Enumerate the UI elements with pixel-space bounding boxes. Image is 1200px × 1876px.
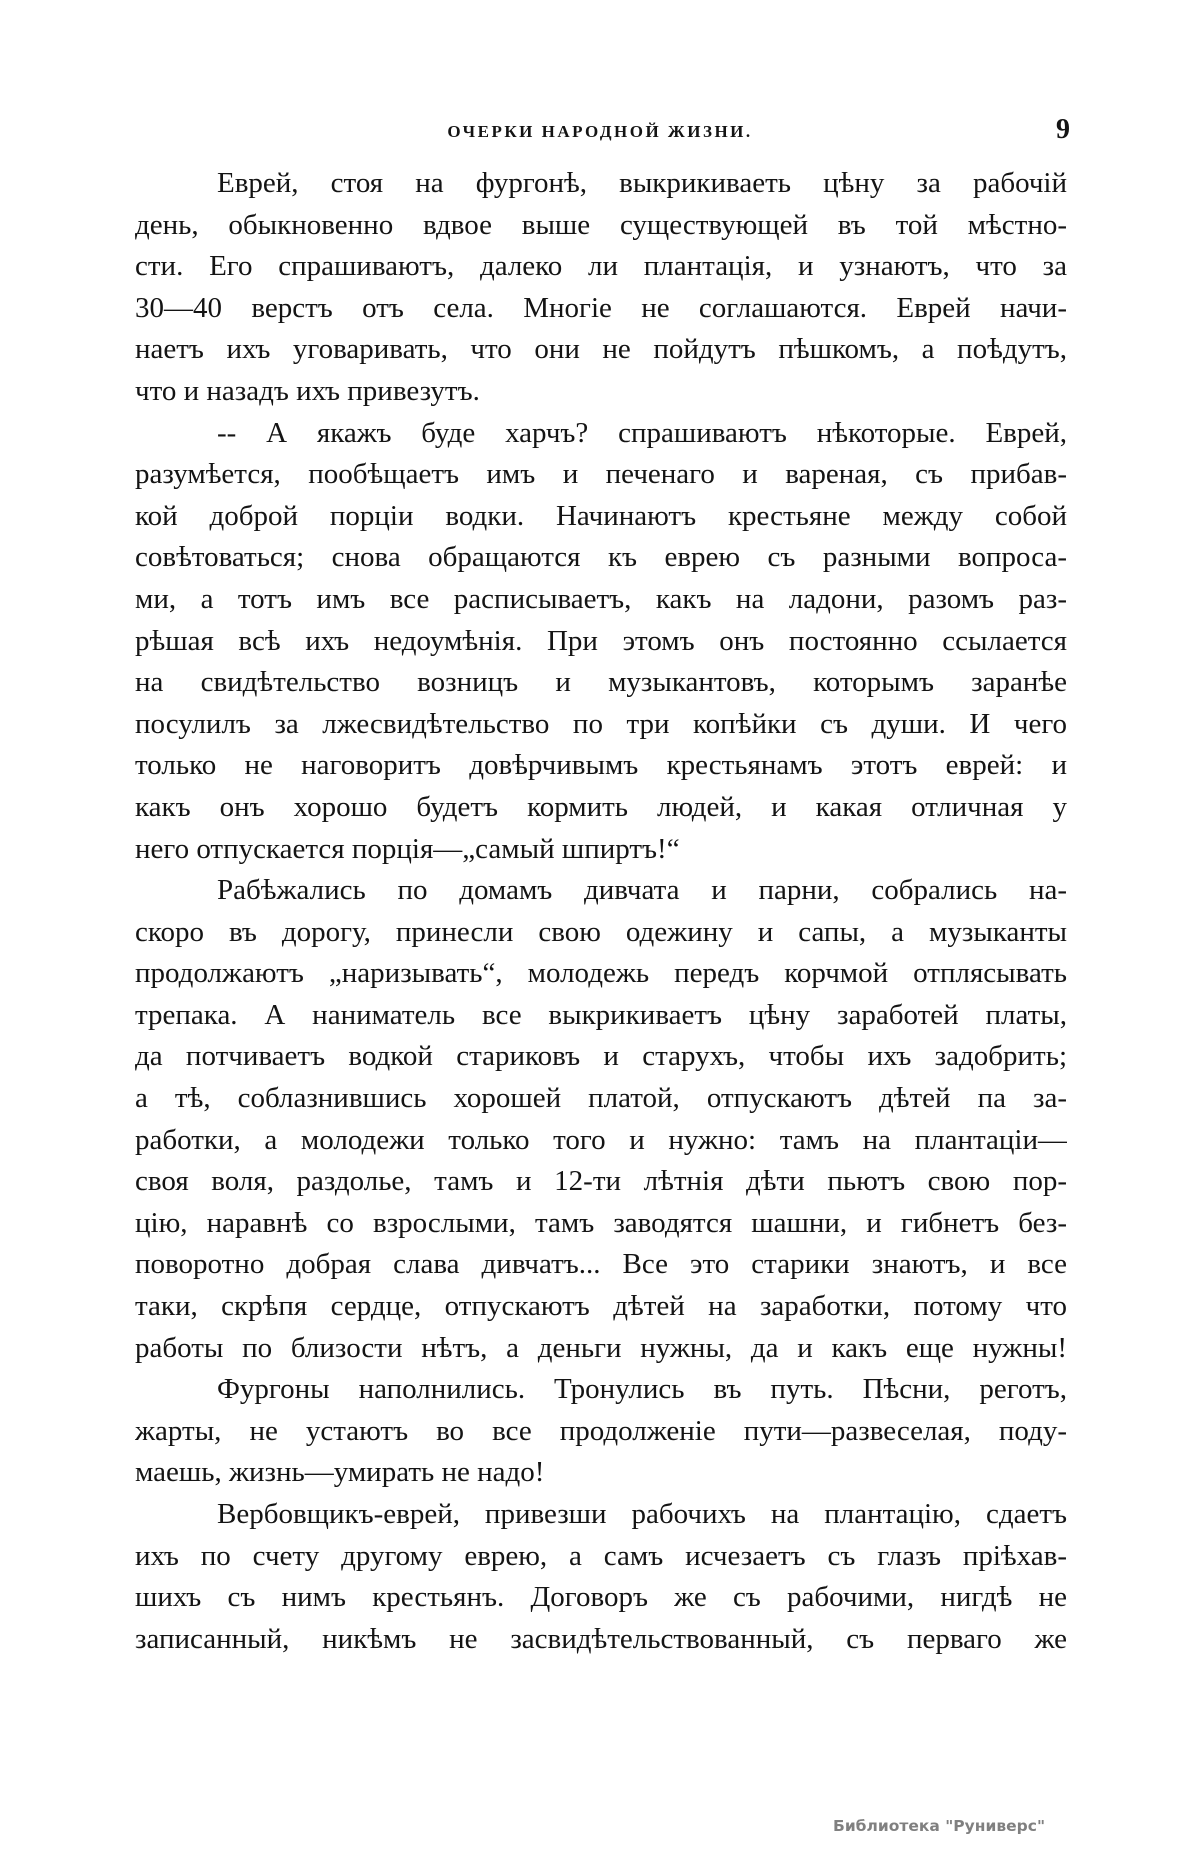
text-line: день, обыкновенно вдвое выше существующей въ той мѣстно-	[135, 208, 1067, 241]
running-head: ОЧЕРКИ НАРОДНОЙ ЖИЗНИ.	[447, 122, 753, 141]
body-text	[135, 163, 1067, 1660]
text-line: таки, скрѣпя сердце, отпускаютъ дѣтей на заработки, потому что	[135, 1290, 1067, 1323]
text-line: а тѣ, соблазнившись хорошей платой, отпускаютъ дѣтей па за-	[135, 1082, 1067, 1115]
text-line: работки, а молодежи только того и нужно: тамъ на плантаціи—	[135, 1123, 1067, 1156]
text-line: него отпускается порція—„самый шпиртъ!“	[135, 832, 680, 865]
text-line: ихъ по счету другому еврею, а самъ исчезаетъ съ глазъ пріѣхав-	[135, 1539, 1067, 1572]
text-line: -- А якажъ буде харчъ? спрашиваютъ нѣкоторые. Еврей,	[217, 416, 1067, 449]
text-line: работы по близости нѣтъ, а деньги нужны, да и какъ еще нужны!	[135, 1331, 1067, 1364]
text-line: Фургоны наполнились. Тронулись въ путь. Пѣсни, реготъ,	[217, 1373, 1067, 1406]
text-line: посулилъ за лжесвидѣтельство по три копѣйки съ души. И чего	[135, 707, 1067, 740]
text-line: Вербовщикъ-еврей, привезши рабочихъ на плантацію, сдаетъ	[217, 1498, 1067, 1530]
text-line: записанный, никѣмъ не засвидѣтельствованный, съ перваго же	[135, 1622, 1067, 1655]
text-line: 30—40 верстъ отъ села. Многіе не соглашаются. Еврей начи-	[135, 291, 1067, 324]
text-line: на свидѣтельство возницъ и музыкантовъ, которымъ заранѣе	[135, 666, 1067, 699]
text-line: кой доброй порціи водки. Начинаютъ крестьяне между собой	[135, 499, 1067, 532]
text-line: разумѣется, пообѣщаетъ имъ и печенаго и вареная, съ прибав-	[135, 458, 1067, 491]
text-line: трепака. А наниматель все выкрикиваетъ цѣну заработей платы,	[135, 998, 1067, 1031]
text-line: рѣшая всѣ ихъ недоумѣнія. При этомъ онъ постоянно ссылается	[135, 624, 1067, 657]
text-line: продолжаютъ „наризывать“, молодежь передъ корчмой отплясывать	[135, 957, 1067, 990]
page-number: 9	[1056, 114, 1070, 145]
text-line: какъ онъ хорошо будетъ кормить людей, и какая отличная у	[135, 790, 1067, 823]
text-line: поворотно добрая слава дивчатъ... Все это старики знаютъ, и все	[135, 1248, 1067, 1281]
library-watermark: Библиотека "Руниверс"	[833, 1817, 1046, 1835]
text-line: маешь, жизнь—умирать не надо!	[135, 1456, 545, 1489]
text-line: что и назадъ ихъ привезутъ.	[135, 374, 480, 407]
text-line: жарты, не устаютъ во все продолженіе пути—развеселая, поду-	[135, 1414, 1067, 1447]
text-line: ми, а тотъ имъ все расписываетъ, какъ на ладони, разомъ раз-	[135, 582, 1067, 615]
text-line: своя воля, раздолье, тамъ и 12-ти лѣтнія дѣти пьютъ свою пор-	[135, 1165, 1067, 1198]
text-line: да потчиваетъ водкой стариковъ и старухъ, чтобы ихъ задобрить;	[135, 1040, 1067, 1073]
text-line: только не наговоритъ довѣрчивымъ крестьянамъ этотъ еврей: и	[135, 749, 1067, 782]
text-line: Еврей, стоя на фургонѣ, выкрикиваеть цѣну за рабочій	[217, 167, 1067, 199]
text-line: цію, наравнѣ со взрослыми, тамъ заводятся шашни, и гибнетъ без-	[135, 1206, 1067, 1239]
text-line: Рабѣжались по домамъ дивчата и парни, собрались на-	[217, 874, 1067, 907]
text-line: наетъ ихъ уговаривать, что они не пойдутъ пѣшкомъ, а поѣдутъ,	[135, 333, 1067, 366]
text-line: сти. Его спрашиваютъ, далеко ли плантація, и узнаютъ, что за	[135, 250, 1067, 283]
text-line: скоро въ дорогу, принесли свою одежину и сапы, а музыканты	[135, 915, 1067, 948]
text-line: шихъ съ нимъ крестьянъ. Договоръ же съ рабочими, нигдѣ не	[135, 1581, 1067, 1614]
text-line: совѣтоваться; снова обращаются къ еврею съ разными вопроса-	[135, 541, 1067, 574]
